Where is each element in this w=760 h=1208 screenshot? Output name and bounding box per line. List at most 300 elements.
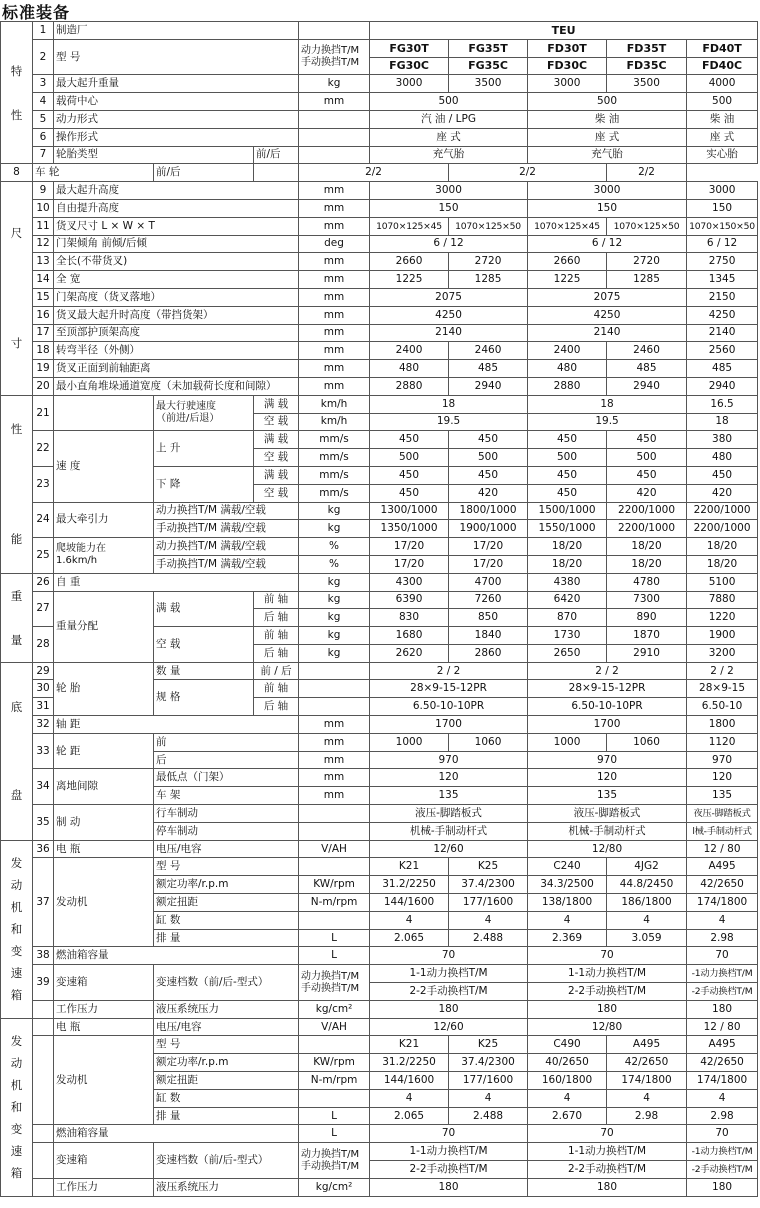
table-cell: 17/20 (370, 538, 449, 556)
table-cell: 数 量 (154, 662, 254, 680)
table-cell: C490 (528, 1036, 607, 1054)
table-row (1, 217, 758, 235)
table-cell: 最小直角堆垛通道宽度（未加载荷长度和间隙） (54, 377, 299, 395)
table-cell: 1900/1000 (449, 520, 528, 538)
table-cell: FD40T (687, 39, 758, 57)
table-cell: 2660 (370, 253, 449, 271)
table-cell: 转弯半径（外侧） (54, 342, 299, 360)
table-cell: L (299, 929, 370, 947)
table-row (1, 75, 758, 93)
table-row (1, 199, 758, 217)
table-cell: 2860 (449, 644, 528, 662)
table-cell: 2660 (528, 253, 607, 271)
table-cell (299, 662, 370, 680)
table-cell: 12 / 80 (687, 1018, 758, 1036)
table-cell: 1220 (687, 609, 758, 627)
table-cell: 燃油箱容量 (54, 947, 299, 965)
table-cell: 3500 (607, 75, 687, 93)
table-cell: 135 (687, 787, 758, 805)
table-cell (299, 146, 370, 164)
table-cell: deg (299, 235, 370, 253)
table-row (1, 271, 758, 289)
table-cell: 1900 (687, 627, 758, 645)
table-cell: 12/80 (528, 1018, 687, 1036)
table-cell: mm (299, 716, 370, 734)
table-cell: 12 / 80 (687, 840, 758, 858)
table-row (1, 110, 758, 128)
table-cell: 最大起升高度 (54, 182, 299, 200)
table-cell: 空 载 (254, 449, 299, 467)
table-cell: 后 轴 (254, 698, 299, 716)
table-cell: 缸 数 (154, 911, 299, 929)
table-cell: -1动力换档T/M (687, 1143, 758, 1161)
table-cell: 28 (33, 627, 54, 663)
table-cell: 17 (33, 324, 54, 342)
table-cell: 480 (370, 360, 449, 378)
table-cell: 120 (687, 769, 758, 787)
table-cell (299, 858, 370, 876)
table-cell: 尺 寸 (1, 182, 33, 396)
table-row (1, 502, 758, 520)
table-cell: 18/20 (687, 538, 758, 556)
table-cell: 2-2手动换档T/M (528, 983, 687, 1001)
table-row (1, 947, 758, 965)
table-cell: 13 (33, 253, 54, 271)
table-cell: 变速箱 (54, 965, 154, 1001)
table-cell (299, 1036, 370, 1054)
table-cell: 4380 (528, 573, 607, 591)
table-cell: 4 (687, 911, 758, 929)
table-cell: 28×9-15 (687, 680, 758, 698)
table-cell: 26 (33, 573, 54, 591)
table-cell: 座 式 (370, 128, 528, 146)
table-cell: 2200/1000 (687, 520, 758, 538)
table-cell: 额定扭距 (154, 1072, 299, 1090)
table-cell: -2手动换档T/M (687, 1161, 758, 1179)
table-cell: 186/1800 (607, 894, 687, 912)
table-cell: 缸 数 (154, 1089, 299, 1107)
table-cell: 1 (33, 22, 54, 40)
table-cell: 2.369 (528, 929, 607, 947)
table-cell: 17/20 (370, 555, 449, 573)
table-row (1, 1000, 758, 1018)
table-cell: 2560 (687, 342, 758, 360)
table-cell: 3000 (370, 182, 528, 200)
table-cell: 4780 (607, 573, 687, 591)
table-cell: mm (299, 199, 370, 217)
table-cell: 液压-脚踏板式 (528, 805, 687, 823)
table-cell: kg (299, 591, 370, 609)
table-cell: 970 (687, 751, 758, 769)
table-cell: 2750 (687, 253, 758, 271)
table-cell: 18/20 (528, 538, 607, 556)
table-cell: mm (299, 751, 370, 769)
table-cell: % (299, 555, 370, 573)
table-cell: kg/cm² (299, 1000, 370, 1018)
table-cell: 最大牵引力 (54, 502, 154, 538)
table-cell: mm (299, 288, 370, 306)
table-row (1, 840, 758, 858)
table-cell: FG30C (370, 57, 449, 75)
table-cell: mm (299, 306, 370, 324)
table-cell: kg (299, 627, 370, 645)
table-row (1, 1036, 758, 1054)
table-cell: 28×9-15-12PR (370, 680, 528, 698)
table-cell: 工作压力 (54, 1000, 154, 1018)
table-cell: 500 (528, 449, 607, 467)
table-cell: mm (299, 182, 370, 200)
table-cell: 2.670 (528, 1107, 607, 1125)
table-cell: 1870 (607, 627, 687, 645)
table-cell: 70 (687, 947, 758, 965)
table-cell: mm (299, 324, 370, 342)
table-cell: 4250 (370, 306, 528, 324)
table-cell: 实心胎 (687, 146, 758, 164)
table-cell: 1-1动力换档T/M (370, 1143, 528, 1161)
table-cell: 23 (33, 466, 54, 502)
table-cell: 70 (370, 947, 528, 965)
table-cell: 自 重 (54, 573, 299, 591)
table-cell: 32 (33, 716, 54, 734)
table-cell: 2075 (528, 288, 687, 306)
table-cell: -1动力换档T/M (687, 965, 758, 983)
table-cell: C240 (528, 858, 607, 876)
table-cell: 2880 (370, 377, 449, 395)
table-row (1, 164, 758, 182)
table-cell: 135 (528, 787, 687, 805)
table-cell: 450 (370, 484, 449, 502)
table-cell: kg/cm² (299, 1178, 370, 1196)
table-cell (33, 1143, 54, 1179)
table-cell: 150 (370, 199, 528, 217)
table-cell: 2200/1000 (607, 520, 687, 538)
table-cell: 1070×125×45 (528, 217, 607, 235)
table-cell: 发动机 (54, 858, 154, 947)
table-cell: 4 (33, 93, 54, 111)
table-cell: 重 量 (1, 573, 33, 662)
table-cell: 420 (607, 484, 687, 502)
table-cell: 450 (449, 466, 528, 484)
table-row (1, 769, 758, 787)
table-cell: 门架高度（货叉落地） (54, 288, 299, 306)
table-cell: kg (299, 502, 370, 520)
table-cell: 18/20 (528, 555, 607, 573)
table-cell: 500 (370, 449, 449, 467)
table-cell: 座 式 (528, 128, 687, 146)
table-cell: 180 (370, 1000, 528, 1018)
table-cell: 爬坡能力在 1.6km/h (54, 538, 154, 574)
table-cell: 144/1600 (370, 894, 449, 912)
table-cell: 1300/1000 (370, 502, 449, 520)
table-cell: 37.4/2300 (449, 1054, 528, 1072)
table-cell: 柴 油 (687, 110, 758, 128)
table-cell: 后 (154, 751, 299, 769)
table-cell: 2460 (607, 342, 687, 360)
table-cell: 排 量 (154, 1107, 299, 1125)
table-cell: 500 (528, 93, 687, 111)
table-cell: 发 动 机 和 变 速 箱 (1, 840, 33, 1018)
table-cell: mm/s (299, 484, 370, 502)
table-cell: 120 (528, 769, 687, 787)
table-cell: 轮胎类型 (54, 146, 254, 164)
table-cell: 70 (528, 1125, 687, 1143)
table-cell: 额定扭距 (154, 894, 299, 912)
table-cell: 450 (370, 431, 449, 449)
table-cell: KW/rpm (299, 1054, 370, 1072)
table-cell: 制造厂 (54, 22, 299, 40)
table-cell: 4250 (687, 306, 758, 324)
table-cell: 1680 (370, 627, 449, 645)
table-cell: 1-1动力换档T/M (370, 965, 528, 983)
table-row (1, 1143, 758, 1161)
table-cell: L (299, 1107, 370, 1125)
table-cell: 29 (33, 662, 54, 680)
table-cell: 5 (33, 110, 54, 128)
table-cell: 1840 (449, 627, 528, 645)
table-cell: 40/2650 (528, 1054, 607, 1072)
table-cell: 1285 (607, 271, 687, 289)
table-cell: V/AH (299, 1018, 370, 1036)
table-row (1, 182, 758, 200)
table-cell: 2460 (449, 342, 528, 360)
table-cell: 2400 (370, 342, 449, 360)
table-cell: kg (299, 75, 370, 93)
table-cell: 轮 距 (54, 733, 154, 769)
table-cell: 420 (687, 484, 758, 502)
table-cell (299, 680, 370, 698)
table-cell (33, 1125, 54, 1143)
table-row (1, 146, 758, 164)
table-cell: 450 (528, 431, 607, 449)
table-cell: l械-手制动杆式 (687, 822, 758, 840)
table-cell: 2-2手动换档T/M (528, 1161, 687, 1179)
table-cell: -2手动换档T/M (687, 983, 758, 1001)
table-cell: 特 性 (1, 22, 33, 164)
table-cell: kg (299, 609, 370, 627)
table-cell: 变速档数（前/后-型式） (154, 1143, 299, 1179)
table-cell: 空 载 (154, 627, 254, 663)
table-cell: 6 / 12 (687, 235, 758, 253)
table-cell: 动力换挡T/M 满载/空载 (154, 538, 299, 556)
table-cell: 450 (687, 466, 758, 484)
table-cell: 2140 (528, 324, 687, 342)
table-cell: 变速档数（前/后-型式） (154, 965, 299, 1001)
table-cell: 前/后 (154, 164, 254, 182)
table-cell: 7300 (607, 591, 687, 609)
table-cell: kg (299, 644, 370, 662)
table-cell: 动力换挡T/M 手动换挡T/M (299, 39, 370, 75)
table-cell: 动力换挡T/M 手动换挡T/M (299, 965, 370, 1001)
table-cell: 485 (449, 360, 528, 378)
table-cell: 2720 (449, 253, 528, 271)
table-cell: 4 (607, 911, 687, 929)
table-row (1, 93, 758, 111)
table-cell: 6 (33, 128, 54, 146)
table-cell: 2.488 (449, 929, 528, 947)
table-row (1, 805, 758, 823)
table-cell (299, 128, 370, 146)
table-cell: 行车制动 (154, 805, 299, 823)
table-cell: 2140 (687, 324, 758, 342)
table-cell: 4 (687, 1089, 758, 1107)
table-cell: 450 (528, 484, 607, 502)
table-cell: mm (299, 93, 370, 111)
table-cell: 500 (449, 449, 528, 467)
spec-table (0, 21, 758, 1197)
table-cell: mm (299, 360, 370, 378)
table-cell: 2 / 2 (370, 662, 528, 680)
table-cell: 底 盘 (1, 662, 33, 840)
table-cell: 12/60 (370, 840, 528, 858)
table-cell: 上 升 (154, 431, 254, 467)
table-cell: 制 动 (54, 805, 154, 841)
table-cell: 11 (33, 217, 54, 235)
table-cell: FD30T (528, 39, 607, 57)
table-cell: 22 (33, 431, 54, 467)
table-cell: 3000 (370, 75, 449, 93)
table-cell: FD40C (687, 57, 758, 75)
table-cell: 485 (607, 360, 687, 378)
table-row (1, 965, 758, 983)
table-cell: 机械-手制动杆式 (528, 822, 687, 840)
table-cell: 额定功率/r.p.m (154, 1054, 299, 1072)
table-cell: 16 (33, 306, 54, 324)
table-cell: 3000 (687, 182, 758, 200)
table-row (1, 342, 758, 360)
table-cell: 变速箱 (54, 1143, 154, 1179)
table-cell: mm (299, 733, 370, 751)
table-cell: KW/rpm (299, 876, 370, 894)
table-cell: 31.2/2250 (370, 1054, 449, 1072)
table-cell: 4 (449, 1089, 528, 1107)
table-row (1, 128, 758, 146)
table-cell: 18/20 (687, 555, 758, 573)
table-cell: 2880 (528, 377, 607, 395)
table-cell: 2/2 (299, 164, 449, 182)
table-cell: 34.3/2500 (528, 876, 607, 894)
table-cell: 39 (33, 965, 54, 1001)
table-cell: 1000 (528, 733, 607, 751)
table-cell: 满 载 (254, 466, 299, 484)
table-cell: 174/1800 (687, 894, 758, 912)
table-cell: 830 (370, 609, 449, 627)
table-cell: 2-2手动换档T/M (370, 1161, 528, 1179)
table-cell: 177/1600 (449, 894, 528, 912)
table-cell: mm/s (299, 466, 370, 484)
table-cell: 发 动 机 和 变 速 箱 (1, 1018, 33, 1196)
table-cell: 前 轴 (254, 680, 299, 698)
table-cell: 9 (33, 182, 54, 200)
table-cell: 31 (33, 698, 54, 716)
table-cell: 1070×125×50 (607, 217, 687, 235)
table-cell: 70 (687, 1125, 758, 1143)
table-cell: 177/1600 (449, 1072, 528, 1090)
table-cell: 850 (449, 609, 528, 627)
table-cell: 18 (370, 395, 528, 413)
table-cell: 16.5 (687, 395, 758, 413)
table-cell: FG30T (370, 39, 449, 57)
table-cell: 柴 油 (528, 110, 687, 128)
table-cell: 停车制动 (154, 822, 299, 840)
table-cell: 7260 (449, 591, 528, 609)
table-cell: 重量分配 (54, 591, 154, 662)
table-cell: 970 (528, 751, 687, 769)
table-cell: 890 (607, 609, 687, 627)
table-cell: 前/后 (254, 146, 299, 164)
table-cell: K25 (449, 858, 528, 876)
table-cell: 前 (154, 733, 299, 751)
table-cell: 夜压-脚踏板式 (687, 805, 758, 823)
table-cell: mm (299, 787, 370, 805)
table-cell: 液压-脚踏板式 (370, 805, 528, 823)
table-cell (33, 1178, 54, 1196)
table-cell: N-m/rpm (299, 894, 370, 912)
table-cell: 车 架 (154, 787, 299, 805)
table-cell: mm (299, 342, 370, 360)
table-cell: 31.2/2250 (370, 876, 449, 894)
table-cell: 12/80 (528, 840, 687, 858)
table-cell: K21 (370, 1036, 449, 1054)
table-cell: km/h (299, 395, 370, 413)
table-cell: 4700 (449, 573, 528, 591)
table-cell: 1550/1000 (528, 520, 607, 538)
table-cell: 27 (33, 591, 54, 627)
table-row (1, 360, 758, 378)
table-cell: 3000 (528, 182, 687, 200)
table-cell: 1285 (449, 271, 528, 289)
table-cell: 1070×150×50 (687, 217, 758, 235)
table-row (1, 662, 758, 680)
table-cell: 全 宽 (54, 271, 299, 289)
table-cell: 5100 (687, 573, 758, 591)
table-cell: 1730 (528, 627, 607, 645)
table-cell: 450 (607, 431, 687, 449)
table-cell: 120 (370, 769, 528, 787)
table-cell: 电压/电容 (154, 840, 299, 858)
table-cell: 6 / 12 (370, 235, 528, 253)
table-cell (33, 1036, 54, 1125)
table-cell: 电压/电容 (154, 1018, 299, 1036)
table-cell: 180 (528, 1178, 687, 1196)
table-cell: 2/2 (607, 164, 687, 182)
table-cell: 18/20 (607, 538, 687, 556)
table-cell: 70 (528, 947, 687, 965)
table-row (1, 538, 758, 556)
table-cell: 轴 距 (54, 716, 299, 734)
table-cell: 2200/1000 (687, 502, 758, 520)
table-cell: 机械-手制动杆式 (370, 822, 528, 840)
table-cell: mm (299, 377, 370, 395)
table-cell: 2650 (528, 644, 607, 662)
table-cell: 2200/1000 (607, 502, 687, 520)
table-cell: 6390 (370, 591, 449, 609)
table-cell: 6.50-10 (687, 698, 758, 716)
table-cell: 后 轴 (254, 609, 299, 627)
table-row (1, 395, 758, 413)
table-cell: V/AH (299, 840, 370, 858)
table-cell: 动力换挡T/M 满载/空载 (154, 502, 299, 520)
table-cell: 18 (33, 342, 54, 360)
table-cell: 21 (33, 395, 54, 431)
table-cell: 3500 (449, 75, 528, 93)
table-cell: 8 (1, 164, 33, 182)
table-cell: 燃油箱容量 (54, 1125, 299, 1143)
table-cell: 500 (370, 93, 528, 111)
table-cell: 动力换挡T/M 手动换挡T/M (299, 1143, 370, 1179)
table-cell: 2150 (687, 288, 758, 306)
table-cell: 1700 (528, 716, 687, 734)
table-cell: 满 载 (254, 395, 299, 413)
